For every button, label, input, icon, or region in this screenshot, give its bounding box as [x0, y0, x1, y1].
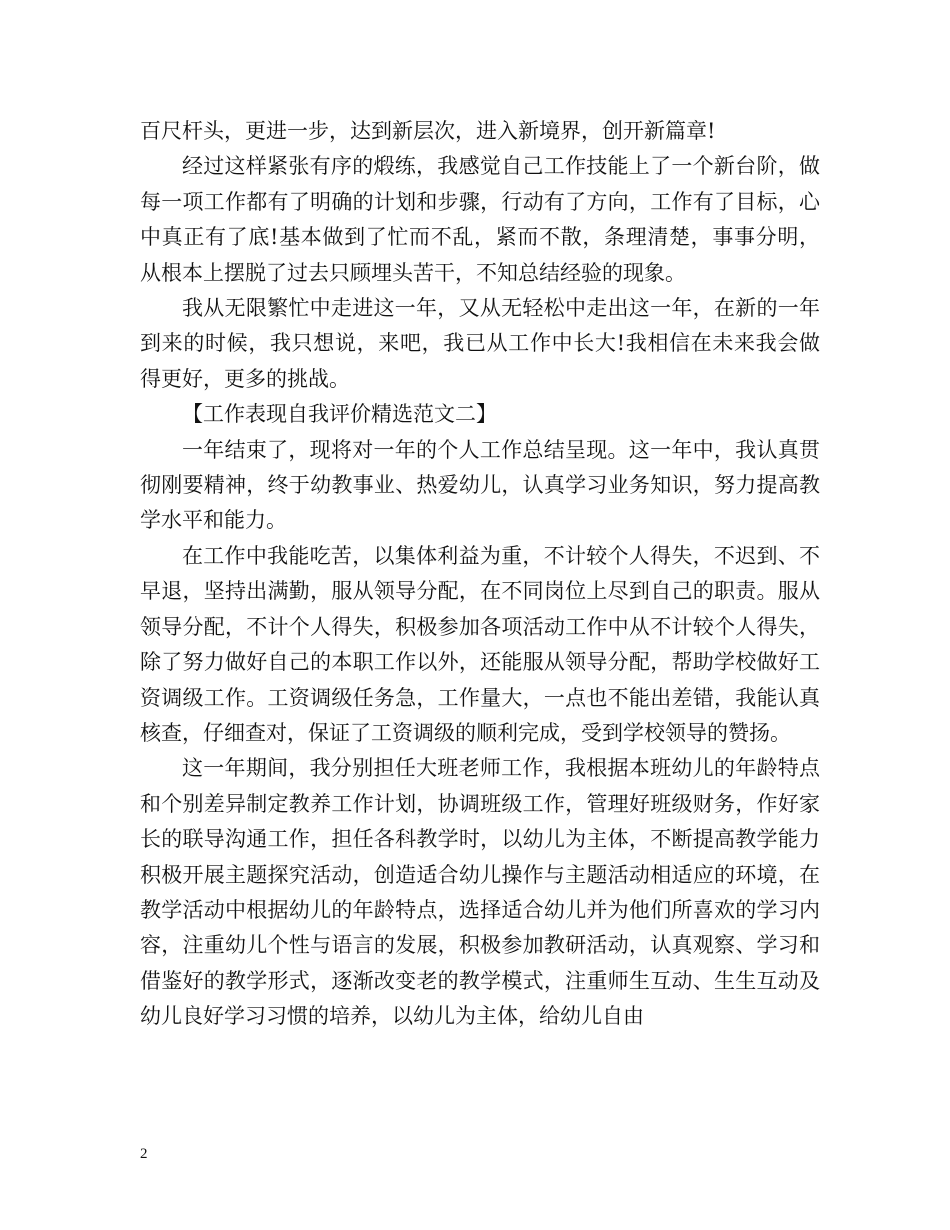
- paragraph: 这一年期间，我分别担任大班老师工作，我根据本班幼儿的年龄特点和个别差异制定教养工作计划，协调班级工作，管理好班级财务，作好家长的联导沟通工作，担任各科教学时，以幼儿为主体，不断提高教学能力积极开展主题探究活动，创造适合幼儿操作与主题活动相适应的环境，在教学活动中根据幼儿的年龄特点，选择适合幼儿并为他们所喜欢的学习内容，注重幼儿个性与语言的发展，积极参加教研活动，认真观察、学习和借鉴好的教学形式，逐渐改变老的教学模式，注重师生互动、生生互动及幼儿良好学习习惯的培养，以幼儿为主体，给幼儿自由: [140, 756, 820, 1029]
- paragraph: 一年结束了，现将对一年的个人工作总结呈现。这一年中，我认真贯彻刚要精神，终于幼教事业、热爱幼儿，认真学习业务知识，努力提高教学水平和能力。: [140, 437, 820, 533]
- paragraph-continuation: 百尺杆头，更进一步，达到新层次，进入新境界，创开新篇章!: [140, 119, 716, 143]
- paragraph: 经过这样紧张有序的煅练，我感觉自己工作技能上了一个新台阶，做每一项工作都有了明确的计划和步骤，行动有了方向，工作有了目标，心中真正有了底!基本做到了忙而不乱，紧而不散，条理清楚，事事分明，从根本上摆脱了过去只顾埋头苦干，不知总结经验的现象。: [140, 154, 820, 285]
- paragraph: 我从无限繁忙中走进这一年，又从无轻松中走出这一年，在新的一年到来的时候，我只想说，来吧，我已从工作中长大!我相信在未来我会做得更好，更多的挑战。: [140, 296, 820, 391]
- section-heading: 【工作表现自我评价精选范文二】: [182, 402, 497, 427]
- paragraph: 在工作中我能吃苦，以集体利益为重，不计较个人得失，不迟到、不早退，坚持出满勤，服从领导分配，在不同岗位上尽到自己的职责。服从领导分配，不计个人得失，积极参加各项活动工作中从不计较个人得失，除了努力做好自己的本职工作以外，还能服从领导分配，帮助学校做好工资调级工作。工资调级任务急，工作量大，一点也不能出差错，我能认真核查，仔细查对，保证了工资调级的顺利完成，受到学校领导的赞扬。: [140, 543, 820, 745]
- document-body: [140, 114, 820, 1035]
- page-number: 2: [140, 1146, 148, 1162]
